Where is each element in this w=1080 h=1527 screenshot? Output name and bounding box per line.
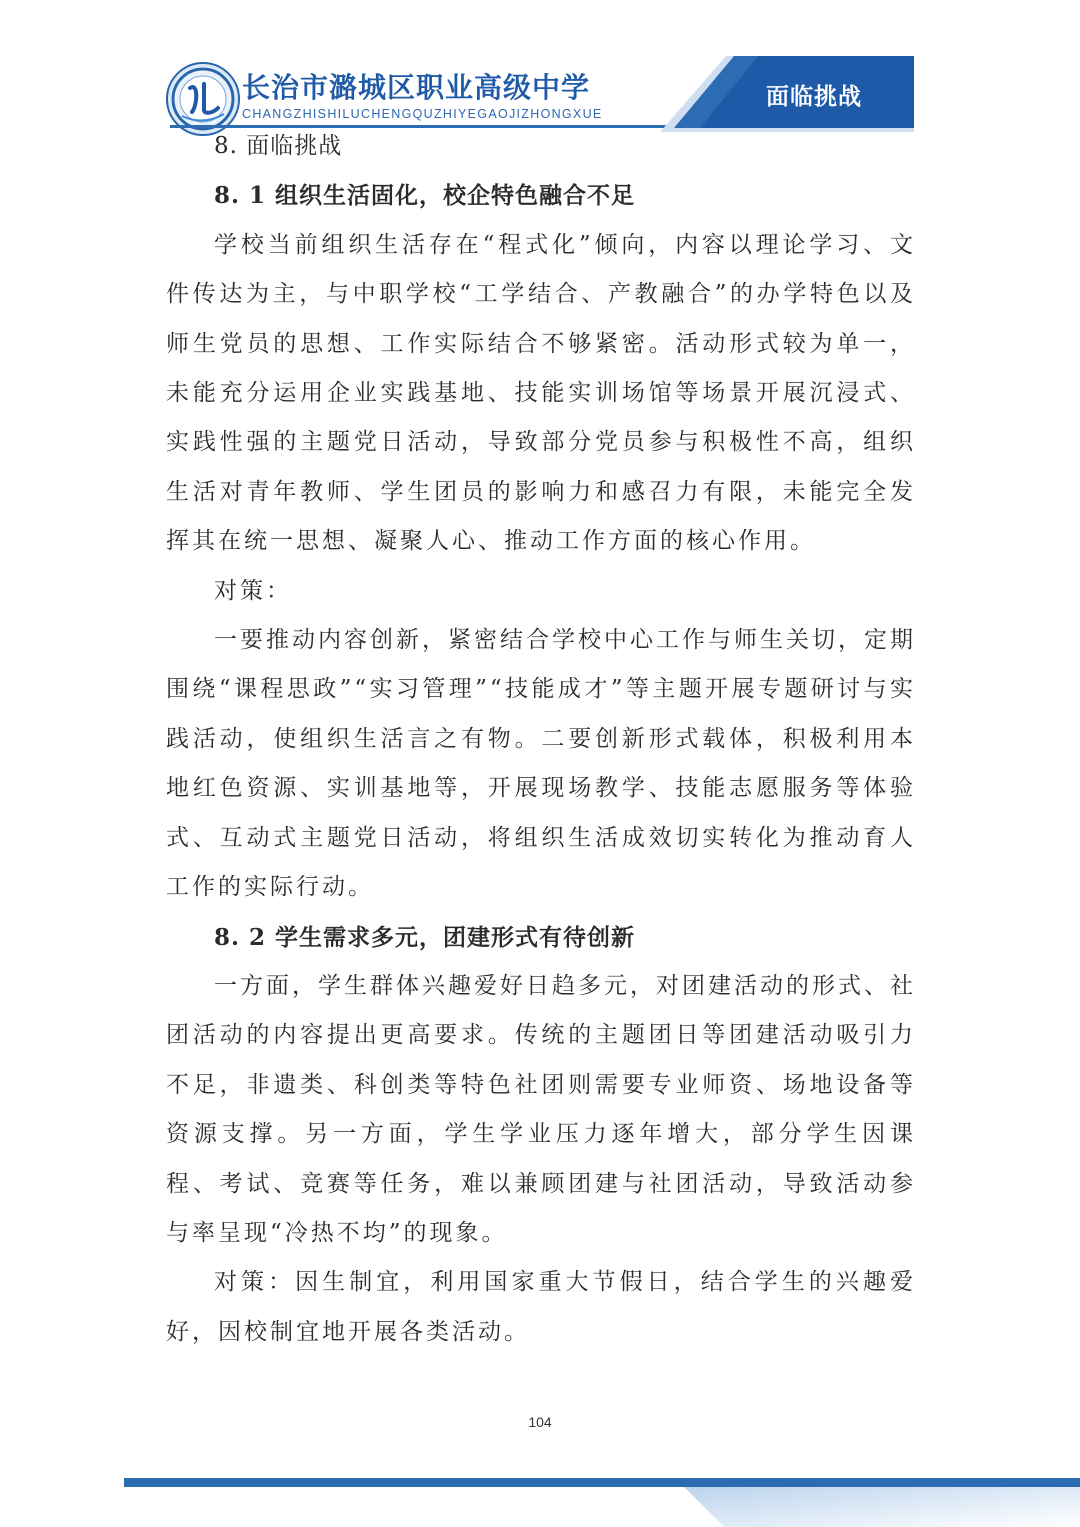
countermeasure-label: 对策： [214, 577, 292, 604]
page-header [0, 0, 1080, 140]
page-number: 104 [528, 1414, 552, 1430]
school-name: 长治市潞城区职业高级中学 [242, 71, 591, 104]
document-body [166, 122, 916, 1357]
section-tab-label: 面临挑战 [766, 84, 862, 110]
paragraph-8-2: 一方面，学生群体兴趣爱好日趋多元，对团建活动的形式、社团活动的内容提出更高要求。传统的主题团日等团建活动吸引力不足，非遗类、科创类等特色社团则需要专业师资、场地设备等资源支撑。另一方面，学生学业压力逐年增大，部分学生因课程、考试、竞赛等任务，难以兼顾团建与社团活动，导致活动参与率呈现“冷热不均”的现象。 [166, 972, 916, 1246]
subsection-heading-8-2: 8. 2 学生需求多元，团建形式有待创新 [214, 923, 636, 951]
paragraph-countermeasure-2: 对策：因生制宜，利用国家重大节假日，结合学生的兴趣爱好，因校制宜地开展各类活动。 [166, 1269, 916, 1345]
school-name-pinyin: CHANGZHISHILUCHENGQUZHIYEGAOJIZHONGXUE [242, 107, 603, 121]
footer-band [124, 1478, 1080, 1527]
paragraph-countermeasure-1: 一要推动内容创新，紧密结合学校中心工作与师生关切，定期围绕“课程思政”“实习管理”“技能成才”等主题开展专题研讨与实践活动，使组织生活言之有物。二要创新形式载体，积极利用本地红色资源、实训基地等，开展现场教学、技能志愿服务等体验式、互动式主题党日活动，将组织生活成效切实转化为推动育人工作的实际行动。 [166, 627, 916, 901]
subsection-heading-8-1: 8. 1 组织生活固化，校企特色融合不足 [214, 182, 636, 210]
section-heading: 8. 面临挑战 [214, 133, 343, 159]
paragraph-8-1: 学校当前组织生活存在“程式化”倾向，内容以理论学习、文件传达为主，与中职学校“工学结合、产教融合”的办学特色以及师生党员的思想、工作实际结合不够紧密。活动形式较为单一，未能充分运用企业实践基地、技能实训场馆等场景开展沉浸式、实践性强的主题党日活动，导致部分党员参与积极性不高，组织生活对青年教师、学生团员的影响力和感召力有限，未能完全发挥其在统一思想、凝聚人心、推动工作方面的核心作用。 [166, 231, 916, 555]
